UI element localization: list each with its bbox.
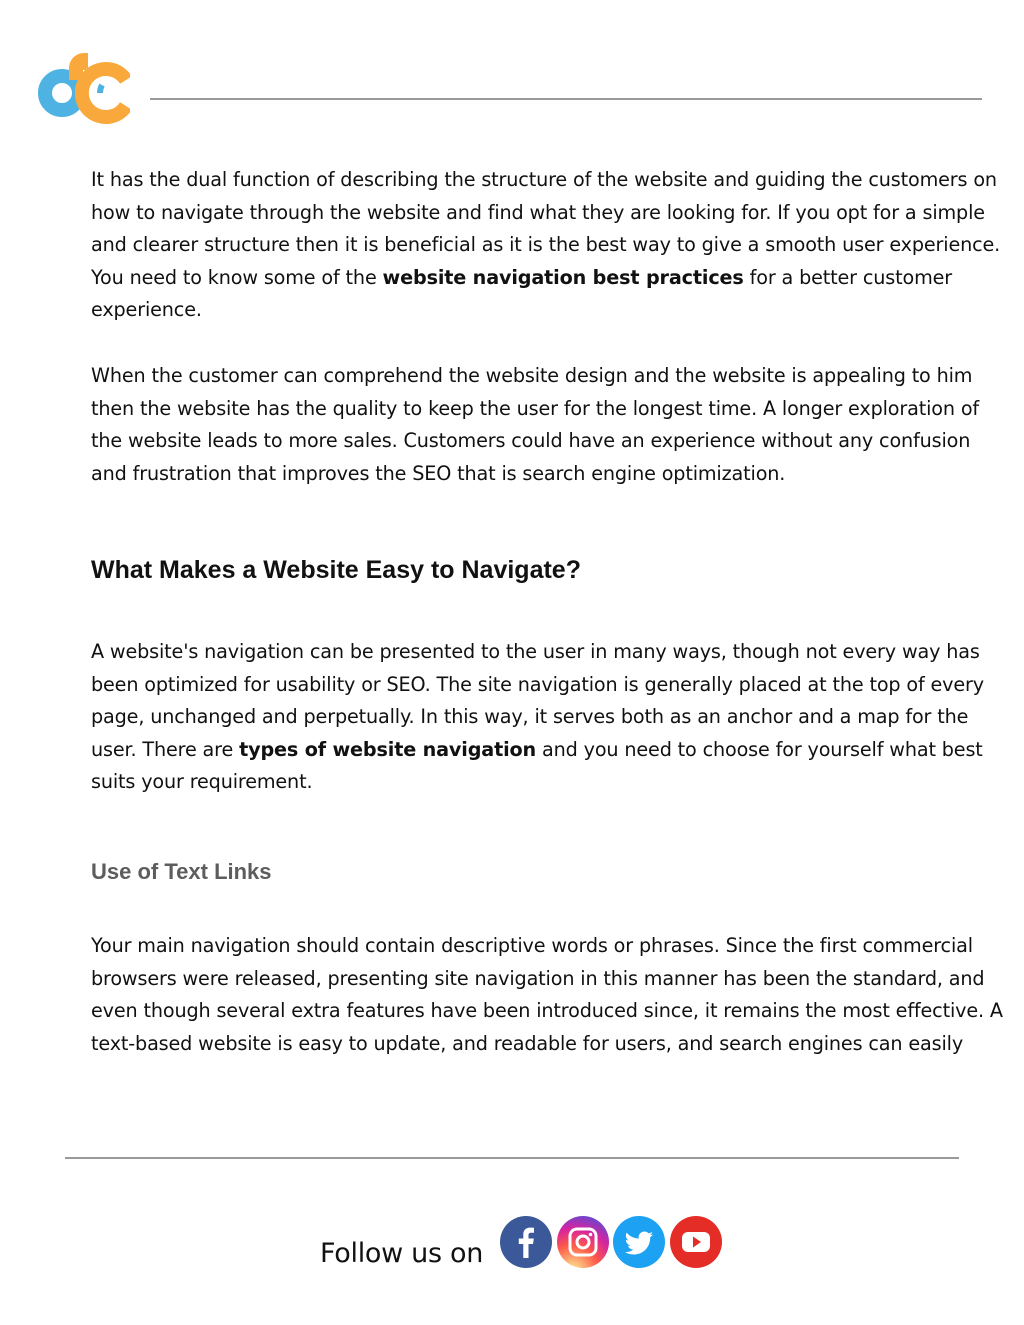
intro-paragraph — [91, 164, 1003, 327]
follow-us-label: Follow us on — [320, 1238, 484, 1269]
header-divider — [150, 98, 982, 100]
keyword-link-text: website navigation best practices — [382, 265, 744, 289]
section-heading: What Makes a Website Easy to Navigate? — [91, 556, 581, 584]
paragraph-text: for a better customer experience. — [91, 265, 953, 322]
paragraph-text: A website's navigation can be presented to the user in many ways, though not every way has been optimized for usability or SEO. The site navigation is generally placed at the top of every page, unchanged and perpetually. In this way, it serves both as an anchor and a map for the user. There are — [91, 640, 984, 761]
facebook-icon[interactable] — [500, 1216, 552, 1268]
youtube-icon[interactable] — [670, 1216, 722, 1268]
paragraph-text: It has the dual function of describing the structure of the website and guiding the customers on how to navigate through the website and find what they are looking for. If you opt for a simple and clearer structure then it is beneficial as it is the best way to give a smooth user experience. You need to know some of the — [91, 168, 1001, 289]
footer-divider — [65, 1157, 959, 1159]
keyword-link-text: types of website navigation — [239, 737, 537, 761]
fourth-paragraph: Your main navigation should contain descriptive words or phrases. Since the first commercial browsers were released, presenting site navigation in this manner has been the standard, and even though several extra features have been introduced since, it remains the most effective. A text-based website is easy to update, and readable for users, and search engines can easily — [91, 934, 1003, 1055]
instagram-icon[interactable] — [557, 1216, 609, 1268]
dc-logo-icon — [38, 50, 130, 124]
paragraph-text: and you need to choose for yourself what best suits your requirement. — [91, 737, 983, 794]
third-paragraph — [91, 636, 1003, 799]
subsection-heading: Use of Text Links — [91, 859, 272, 884]
twitter-icon[interactable] — [613, 1216, 665, 1268]
second-paragraph: When the customer can comprehend the website design and the website is appealing to him then the website has the quality to keep the user for the longest time. A longer exploration of the website leads to more sales. Customers could have an experience without any confusion and frustration that improves the SEO that is search engine optimization. — [91, 364, 980, 485]
